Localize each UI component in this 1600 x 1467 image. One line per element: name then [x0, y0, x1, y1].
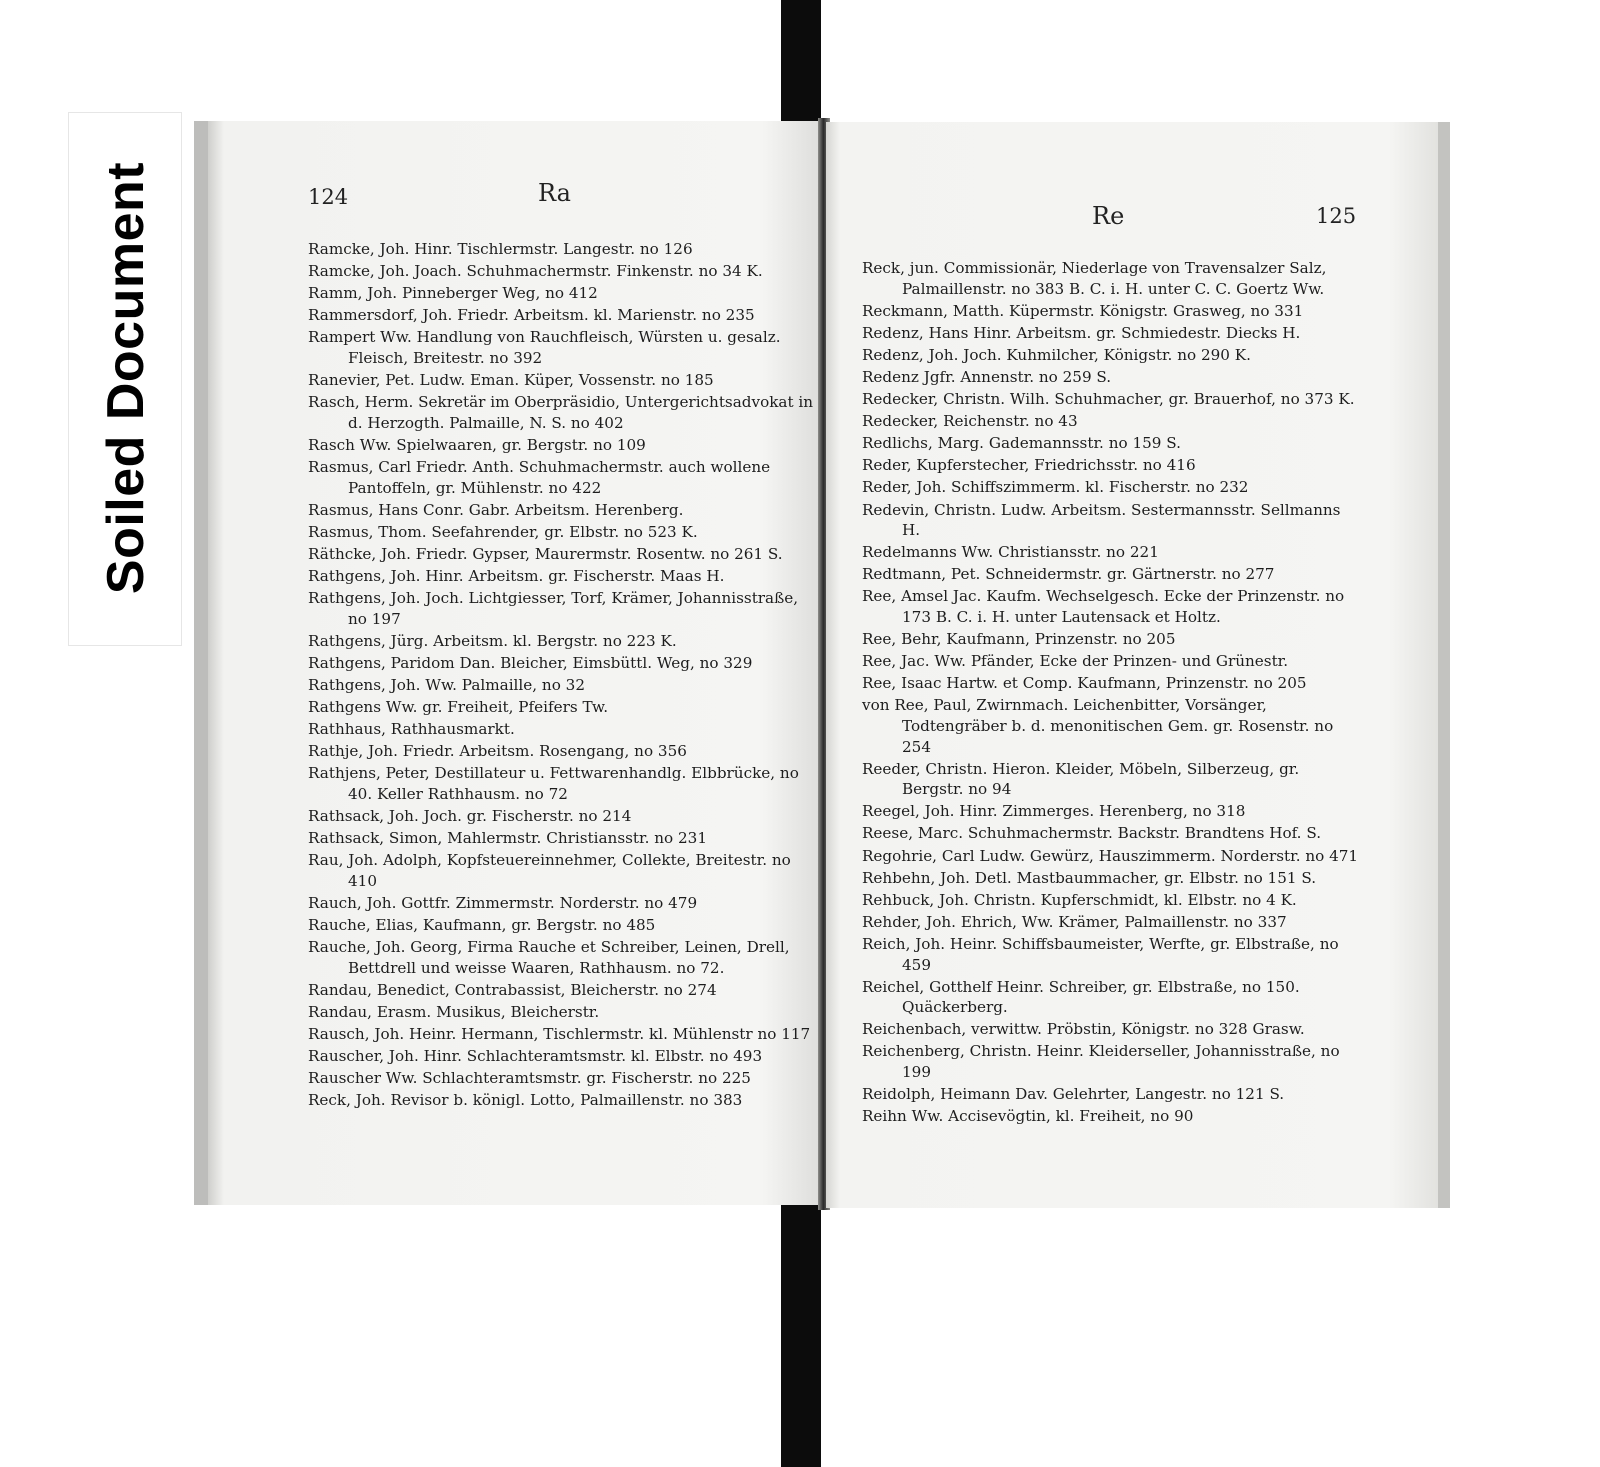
- directory-entry: Reidolph, Heimann Dav. Gelehrter, Langestr. no 121 S.: [862, 1085, 1285, 1104]
- binding-strip-bottom: [781, 1190, 821, 1467]
- directory-entry: Rammersdorf, Joh. Friedr. Arbeitsm. kl. Marienstr. no 235: [308, 306, 755, 325]
- directory-entry: Randau, Erasm. Musikus, Bleicherstr.: [308, 1002, 600, 1021]
- directory-entry: Rauscher Ww. Schlachteramtsmstr. gr. Fischerstr. no 225: [308, 1069, 751, 1088]
- directory-entries: [308, 239, 818, 1112]
- running-head: Re: [1092, 202, 1125, 230]
- directory-entry: Randau, Benedict, Contrabassist, Bleicherstr. no 274: [308, 980, 717, 999]
- directory-entry: Rasch, Herm. Sekretär im Oberpräsidio, Untergerichtsadvokat in d. Herzogth. Palmaille, N. S. no 402: [308, 393, 814, 432]
- directory-entry: Räthcke, Joh. Friedr. Gypser, Maurermstr. Rosentw. no 261 S.: [308, 544, 783, 563]
- directory-entry: Ree, Amsel Jac. Kaufm. Wechselgesch. Ecke der Prinzenstr. no 173 B. C. i. H. unter Lautensack et Holtz.: [862, 587, 1345, 626]
- directory-entry: Redtmann, Pet. Schneidermstr. gr. Gärtnerstr. no 277: [862, 565, 1275, 584]
- directory-entry: Rehder, Joh. Ehrich, Ww. Krämer, Palmaillenstr. no 337: [862, 912, 1287, 931]
- directory-entry: Redecker, Reichenstr. no 43: [862, 412, 1078, 431]
- directory-entry: Rathgens Ww. gr. Freiheit, Pfeifers Tw.: [308, 697, 609, 716]
- directory-entry: Redenz, Joh. Joch. Kuhmilcher, Königstr. no 290 K.: [862, 345, 1251, 364]
- directory-entry: Rasmus, Thom. Seefahrender, gr. Elbstr. no 523 K.: [308, 522, 698, 541]
- directory-entry: Ramm, Joh. Pinneberger Weg, no 412: [308, 284, 598, 303]
- directory-entry: Reese, Marc. Schuhmachermstr. Backstr. Brandtens Hof. S.: [862, 824, 1322, 843]
- directory-entry: Rasmus, Hans Conr. Gabr. Arbeitsm. Herenberg.: [308, 500, 684, 519]
- directory-entry: Ree, Jac. Ww. Pfänder, Ecke der Prinzen- und Grünestr.: [862, 652, 1289, 671]
- directory-entry: Reihn Ww. Accisevögtin, kl. Freiheit, no 90: [862, 1107, 1194, 1126]
- directory-entry: Ree, Isaac Hartw. et Comp. Kaufmann, Prinzenstr. no 205: [862, 674, 1307, 693]
- directory-entry: Rau, Joh. Adolph, Kopfsteuereinnehmer, Collekte, Breitestr. no 410: [308, 851, 791, 890]
- directory-entry: Rathgens, Joh. Ww. Palmaille, no 32: [308, 675, 585, 694]
- directory-entry: Rauche, Joh. Georg, Firma Rauche et Schreiber, Leinen, Drell, Bettdrell und weisse Waaren, Rathhausm. no 72.: [308, 938, 790, 977]
- right-page: [826, 122, 1450, 1208]
- directory-entry: Reich, Joh. Heinr. Schiffsbaumeister, Werfte, gr. Elbstraße, no 459: [862, 934, 1339, 974]
- directory-entry: Rathgens, Joh. Joch. Lichtgiesser, Torf, Krämer, Johannisstraße, no 197: [308, 589, 799, 628]
- directory-entry: Reck, jun. Commissionär, Niederlage von Travensalzer Salz, Palmaillenstr. no 383 B. C. i. H. unter C. C. Goertz Ww.: [862, 259, 1327, 298]
- directory-entry: Reichenbach, verwittw. Pröbstin, Königstr. no 328 Grasw.: [862, 1020, 1305, 1039]
- directory-entry: Reckmann, Matth. Küpermstr. Königstr. Grasweg, no 331: [862, 301, 1304, 320]
- running-head: Ra: [538, 179, 571, 207]
- page-number: 125: [1316, 204, 1357, 228]
- directory-entry: Rathgens, Joh. Hinr. Arbeitsm. gr. Fischerstr. Maas H.: [308, 566, 725, 585]
- directory-entry: Redecker, Christn. Wilh. Schuhmacher, gr. Brauerhof, no 373 K.: [862, 390, 1355, 409]
- directory-entry: Reder, Joh. Schiffszimmerm. kl. Fischerstr. no 232: [862, 478, 1249, 497]
- directory-entry: Redelmanns Ww. Christiansstr. no 221: [862, 543, 1159, 562]
- directory-entry: Rauscher, Joh. Hinr. Schlachteramtsmstr. kl. Elbstr. no 493: [308, 1046, 763, 1065]
- directory-entries: [862, 258, 1360, 1128]
- directory-entry: Rausch, Joh. Heinr. Hermann, Tischlermstr. kl. Mühlenstr no 117: [308, 1024, 811, 1043]
- directory-entry: Reichenberg, Christn. Heinr. Kleiderseller, Johannisstraße, no 199: [862, 1042, 1340, 1081]
- page-number: 124: [308, 185, 349, 209]
- directory-entry: Reder, Kupferstecher, Friedrichsstr. no 416: [862, 456, 1196, 475]
- directory-entry: Rehbehn, Joh. Detl. Mastbaummacher, gr. Elbstr. no 151 S.: [862, 868, 1317, 887]
- directory-entry: Rathgens, Jürg. Arbeitsm. kl. Bergstr. no 223 K.: [308, 631, 677, 650]
- directory-entry: Ree, Behr, Kaufmann, Prinzenstr. no 205: [862, 630, 1176, 649]
- directory-entry: Redenz, Hans Hinr. Arbeitsm. gr. Schmiedestr. Diecks H.: [862, 323, 1301, 342]
- directory-entry: Redenz Jgfr. Annenstr. no 259 S.: [862, 367, 1112, 386]
- directory-entry: Rauche, Elias, Kaufmann, gr. Bergstr. no 485: [308, 915, 656, 934]
- directory-entry: Rauch, Joh. Gottfr. Zimmermstr. Norderstr. no 479: [308, 893, 698, 912]
- document-condition-label: Soiled Document: [97, 161, 155, 595]
- directory-entry: Redevin, Christn. Ludw. Arbeitsm. Sestermannsstr. Sellmanns H.: [862, 500, 1341, 540]
- directory-entry: Rathsack, Simon, Mahlermstr. Christiansstr. no 231: [308, 829, 708, 848]
- directory-entry: Rathgens, Paridom Dan. Bleicher, Eimsbüttl. Weg, no 329: [308, 653, 753, 672]
- left-page: [194, 121, 824, 1205]
- binding-strip-top: [781, 0, 821, 133]
- directory-entry: Reichel, Gotthelf Heinr. Schreiber, gr. Elbstraße, no 150. Quäckerberg.: [862, 977, 1300, 1017]
- directory-entry: Reegel, Joh. Hinr. Zimmerges. Herenberg, no 318: [862, 802, 1246, 821]
- directory-entry: Rathjens, Peter, Destillateur u. Fettwarenhandlg. Elbbrücke, no 40. Keller Rathhausm. no 72: [308, 764, 799, 803]
- directory-entry: Rasch Ww. Spielwaaren, gr. Bergstr. no 109: [308, 435, 646, 454]
- directory-entry: Reeder, Christn. Hieron. Kleider, Möbeln, Silberzeug, gr. Bergstr. no 94: [862, 759, 1300, 799]
- directory-entry: Ramcke, Joh. Joach. Schuhmachermstr. Finkenstr. no 34 K.: [308, 262, 763, 281]
- directory-entry: Rehbuck, Joh. Christn. Kupferschmidt, kl. Elbstr. no 4 K.: [862, 890, 1297, 909]
- directory-entry: Rathhaus, Rathhausmarkt.: [308, 720, 515, 739]
- directory-entry: Ranevier, Pet. Ludw. Eman. Küper, Vossenstr. no 185: [308, 371, 714, 390]
- directory-entry: Redlichs, Marg. Gademannsstr. no 159 S.: [862, 434, 1181, 453]
- directory-entry: Reck, Joh. Revisor b. königl. Lotto, Palmaillenstr. no 383: [308, 1091, 743, 1110]
- directory-entry: von Ree, Paul, Zwirnmach. Leichenbitter, Vorsänger, Todtengräber b. d. menonitischen Gem. gr. Rosenstr. no 254: [862, 696, 1334, 756]
- directory-entry: Rathje, Joh. Friedr. Arbeitsm. Rosengang, no 356: [308, 742, 687, 761]
- directory-entry: Regohrie, Carl Ludw. Gewürz, Hauszimmerm. Norderstr. no 471: [862, 846, 1359, 865]
- directory-entry: Rasmus, Carl Friedr. Anth. Schuhmachermstr. auch wollene Pantoffeln, gr. Mühlenstr. no 422: [308, 457, 771, 497]
- directory-entry: Rampert Ww. Handlung von Rauchfleisch, Würsten u. gesalz. Fleisch, Breitestr. no 392: [308, 328, 781, 367]
- directory-entry: Rathsack, Joh. Joch. gr. Fischerstr. no 214: [308, 806, 632, 825]
- directory-entry: Ramcke, Joh. Hinr. Tischlermstr. Langestr. no 126: [308, 240, 693, 258]
